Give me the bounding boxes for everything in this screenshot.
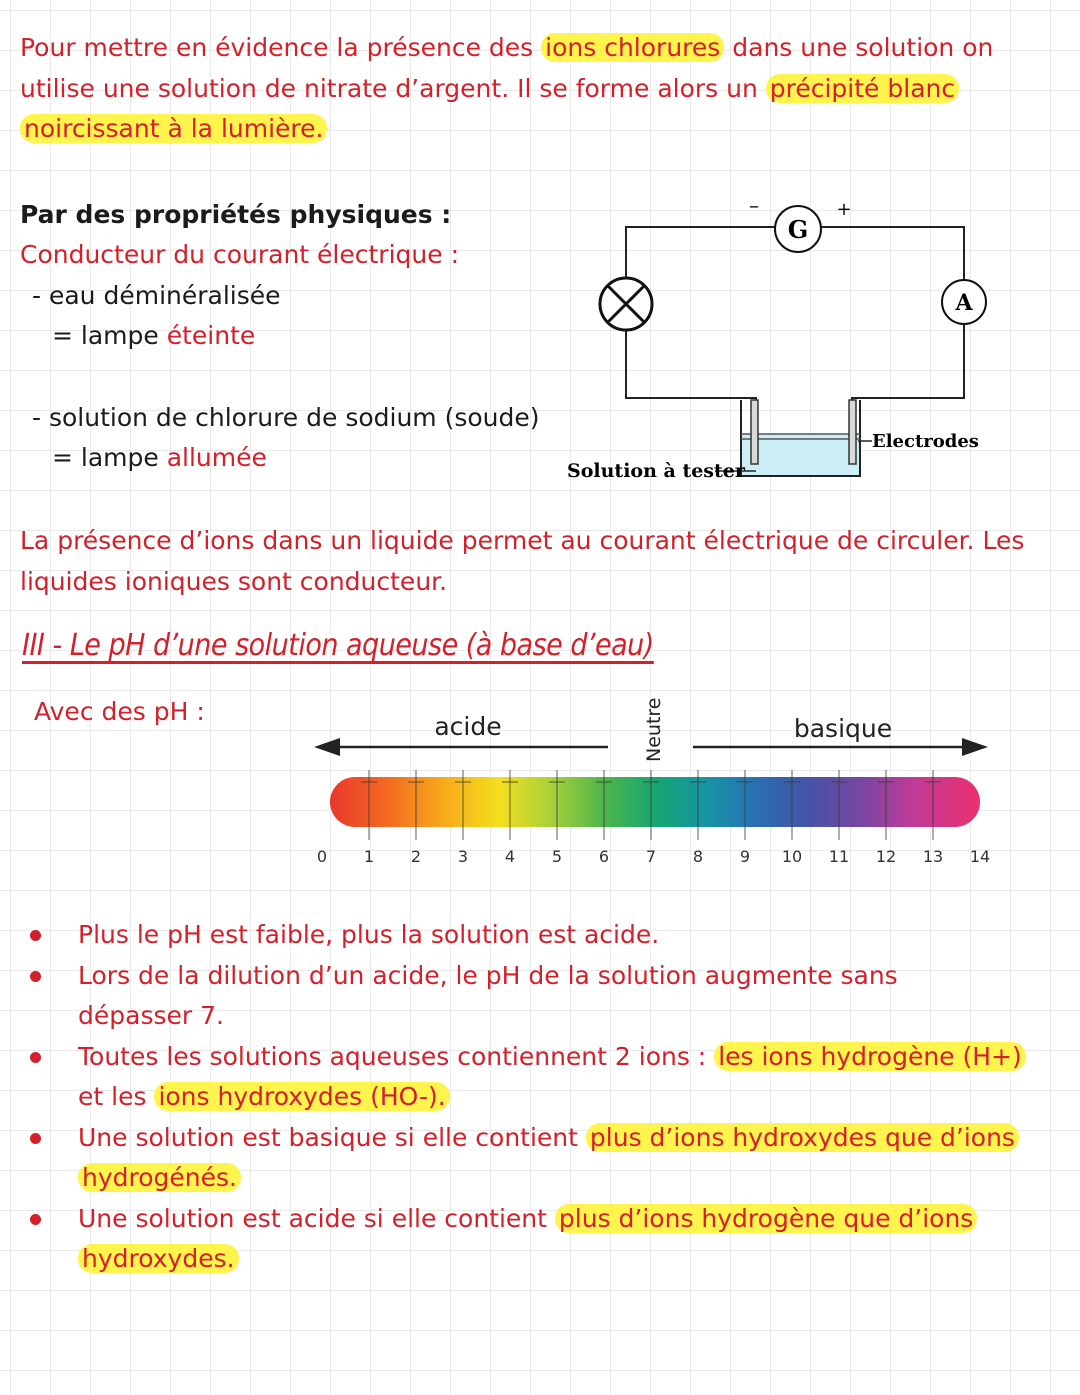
ph-tick-label-5: 5	[551, 847, 563, 866]
ph-tick-label-9: 9	[739, 847, 751, 866]
highlight-ions-hydrogene: les ions hydrogène (H+)	[714, 1042, 1026, 1071]
ph-tick-label-3: 3	[457, 847, 469, 866]
bullet-2: Lors de la dilution d’un acide, le pH de la solution augmente sans dépasser 7.	[30, 956, 1030, 1037]
wire-left-bottom	[626, 330, 756, 420]
neutral-label: Neutre	[643, 697, 665, 762]
lamp-icon	[600, 278, 652, 330]
item1-result: = lampe éteinte	[52, 321, 256, 350]
highlight-ions-chlorures: ions chlorures	[541, 33, 724, 62]
ph-bullets	[30, 915, 1030, 1280]
item-chlorure-sodium: - solution de chlorure de sodium (soude)	[32, 403, 540, 432]
item2-result: = lampe allumée	[52, 443, 267, 472]
section-title-ph: III - Le pH d’une solution aqueuse (à base d’eau)	[22, 628, 654, 663]
ph-tick-label-1: 1	[363, 847, 375, 866]
ph-tick-label-14: 14	[969, 847, 991, 866]
physical-subheading: Conducteur du courant électrique :	[20, 240, 459, 269]
ph-tick-label-8: 8	[692, 847, 704, 866]
bullet-3: Toutes les solutions aqueuses contiennent 2 ions : les ions hydrogène (H+) et les ions hydroxydes (HO-).	[30, 1037, 1030, 1118]
bullet-dot	[30, 1052, 41, 1063]
physical-heading: Par des propriétés physiques :	[20, 200, 452, 229]
basic-label: basique	[793, 714, 893, 743]
highlight-ions-hydroxydes: ions hydroxydes (HO-).	[154, 1082, 449, 1111]
circuit-diagram	[560, 190, 1020, 490]
ph-tick-label-0: 0	[316, 847, 328, 866]
electrode-left	[751, 400, 758, 464]
ammeter-label: A	[955, 290, 973, 316]
basic-arrow-head	[962, 738, 988, 756]
acid-label: acide	[434, 712, 502, 741]
ph-tick-label-10: 10	[781, 847, 803, 866]
ph-tick-label-13: 13	[922, 847, 944, 866]
ph-tick-label-6: 6	[598, 847, 610, 866]
highlight-precipite-blanc: précipité blanc noircissant à la lumière.	[20, 74, 959, 144]
bullet-dot	[30, 1133, 41, 1144]
electrodes-label: Electrodes	[872, 431, 979, 452]
beaker-icon	[741, 400, 860, 476]
item-eau-demineralisee: - eau déminéralisée	[32, 281, 281, 310]
ph-tick-labels	[317, 847, 990, 866]
ph-color-bar	[330, 777, 980, 827]
generator-label: G	[787, 215, 809, 244]
acid-arrow-head	[314, 738, 340, 756]
minus-sign: –	[749, 193, 759, 217]
bullet-dot	[30, 971, 41, 982]
ph-tick-label-4: 4	[504, 847, 516, 866]
wire-right-top	[820, 227, 964, 280]
bullet-1: Plus le pH est faible, plus la solution est acide.	[30, 915, 1030, 956]
solution-label: Solution à tester	[567, 460, 745, 482]
intro-paragraph: Pour mettre en évidence la présence des ions chlorures dans une solution on utilise une solution de nitrate d’argent. Il se forme alors un précipité blanc noircissant à la lumière.	[20, 33, 994, 143]
ph-tick-label-12: 12	[875, 847, 897, 866]
ph-tick-label-2: 2	[410, 847, 422, 866]
highlight-basique: plus d’ions hydroxydes que d’ions hydrogénés.	[78, 1123, 1019, 1193]
bullet-5: Une solution est acide si elle contient plus d’ions hydrogène que d’ions hydroxydes.	[30, 1199, 1030, 1280]
bullet-dot	[30, 930, 41, 941]
wire-right-bottom	[852, 324, 964, 420]
conclusion-paragraph: La présence d’ions dans un liquide permet au courant électrique de circuler. Les liquides ioniques sont conducteur.	[20, 526, 1025, 596]
ph-tick-label-11: 11	[828, 847, 850, 866]
bullet-dot	[30, 1214, 41, 1225]
highlight-acide: plus d’ions hydrogène que d’ions hydroxydes.	[78, 1204, 977, 1274]
wire-left-top	[626, 227, 776, 278]
ph-intro: Avec des pH :	[34, 697, 205, 726]
plus-sign: +	[836, 199, 852, 220]
bullet-4: Une solution est basique si elle contient plus d’ions hydroxydes que d’ions hydrogénés.	[30, 1118, 1030, 1199]
electrode-right	[849, 400, 856, 464]
ph-tick-label-7: 7	[645, 847, 657, 866]
ph-scale	[300, 690, 1010, 880]
